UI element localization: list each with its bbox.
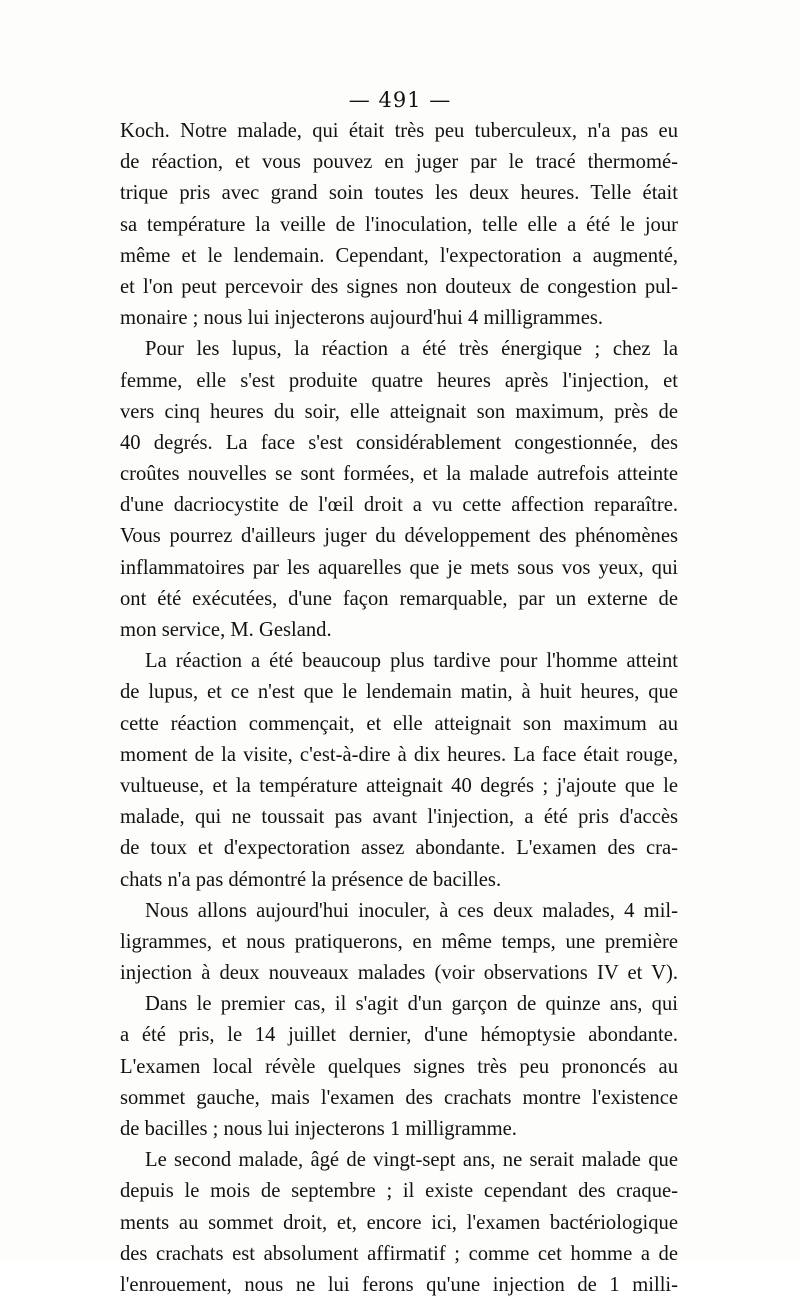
- text-line: 40 degrés. La face s'est considérablement congestionnée, des: [120, 431, 678, 454]
- text-line: depuis le mois de septembre ; il existe cependant des craque-: [120, 1180, 678, 1203]
- text-line: sa température la veille de l'inoculation, telle elle a été le jour: [120, 213, 678, 236]
- text-line: Pour les lupus, la réaction a été très énergique ; chez la: [145, 338, 678, 361]
- text-line: vers cinq heures du soir, elle atteignait son maximum, près de: [120, 400, 678, 423]
- body-text: [120, 116, 678, 1301]
- text-line: de bacilles ; nous lui injecterons 1 milligramme.: [120, 1118, 517, 1140]
- text-line: malade, qui ne toussait pas avant l'injection, a été pris d'accès: [120, 806, 678, 829]
- text-line: sommet gauche, mais l'examen des crachats montre l'existence: [120, 1086, 678, 1109]
- text-line: inflammatoires par les aquarelles que je mets sous vos yeux, qui: [120, 556, 678, 579]
- text-line: de réaction, et vous pouvez en juger par le tracé thermomé-: [120, 151, 678, 174]
- text-line: d'une dacriocystite de l'œil droit a vu cette affection reparaître.: [120, 494, 678, 517]
- text-line: trique pris avec grand soin toutes les deux heures. Telle était: [120, 182, 678, 205]
- text-line: L'examen local révèle quelques signes très peu prononcés au: [120, 1055, 678, 1078]
- text-line: ments au sommet droit, et, encore ici, l'examen bactériologique: [120, 1211, 678, 1234]
- text-line: de lupus, et ce n'est que le lendemain matin, à huit heures, que: [120, 681, 678, 704]
- text-line: ligrammes, et nous pratiquerons, en même temps, une première: [120, 930, 678, 953]
- text-line: ont été exécutées, d'une façon remarquable, par un externe de: [120, 587, 678, 610]
- text-line: chats n'a pas démontré la présence de bacilles.: [120, 868, 502, 891]
- text-line: Vous pourrez d'ailleurs juger du développement des phénomènes: [120, 525, 678, 548]
- text-line: cette réaction commençait, et elle atteignait son maximum au: [120, 712, 678, 735]
- text-line: mon service, M. Gesland.: [120, 619, 332, 641]
- text-line: La réaction a été beaucoup plus tardive pour l'homme atteint: [145, 650, 678, 673]
- text-line: même et le lendemain. Cependant, l'expectoration a augmenté,: [120, 244, 678, 267]
- page-number: — 491 —: [348, 88, 452, 112]
- text-line: monaire ; nous lui injecterons aujourd'hui 4 milligrammes.: [120, 307, 603, 330]
- text-line: injection à deux nouveaux malades (voir observations IV et V).: [120, 962, 678, 985]
- text-line: femme, elle s'est produite quatre heures après l'injection, et: [120, 369, 678, 392]
- text-line: l'enrouement, nous ne lui ferons qu'une injection de 1 milli-: [120, 1273, 678, 1296]
- text-line: Le second malade, âgé de vingt-sept ans, ne serait malade que: [145, 1149, 678, 1172]
- text-line: a été pris, le 14 juillet dernier, d'une hémoptysie abondante.: [120, 1024, 678, 1047]
- text-line: Dans le premier cas, il s'agit d'un garçon de quinze ans, qui: [145, 993, 678, 1016]
- text-line: et l'on peut percevoir des signes non douteux de congestion pul-: [120, 275, 678, 298]
- text-line: vultueuse, et la température atteignait 40 degrés ; j'ajoute que le: [120, 774, 678, 797]
- text-line: de toux et d'expectoration assez abondante. L'examen des cra-: [120, 837, 678, 860]
- text-line: des crachats est absolument affirmatif ; comme cet homme a de: [120, 1242, 678, 1265]
- text-line: croûtes nouvelles se sont formées, et la malade autrefois atteinte: [120, 463, 678, 486]
- text-line: Nous allons aujourd'hui inoculer, à ces deux malades, 4 mil-: [145, 899, 678, 922]
- text-line: moment de la visite, c'est-à-dire à dix heures. La face était rouge,: [120, 743, 678, 766]
- text-line: Koch. Notre malade, qui était très peu tuberculeux, n'a pas eu: [120, 120, 678, 142]
